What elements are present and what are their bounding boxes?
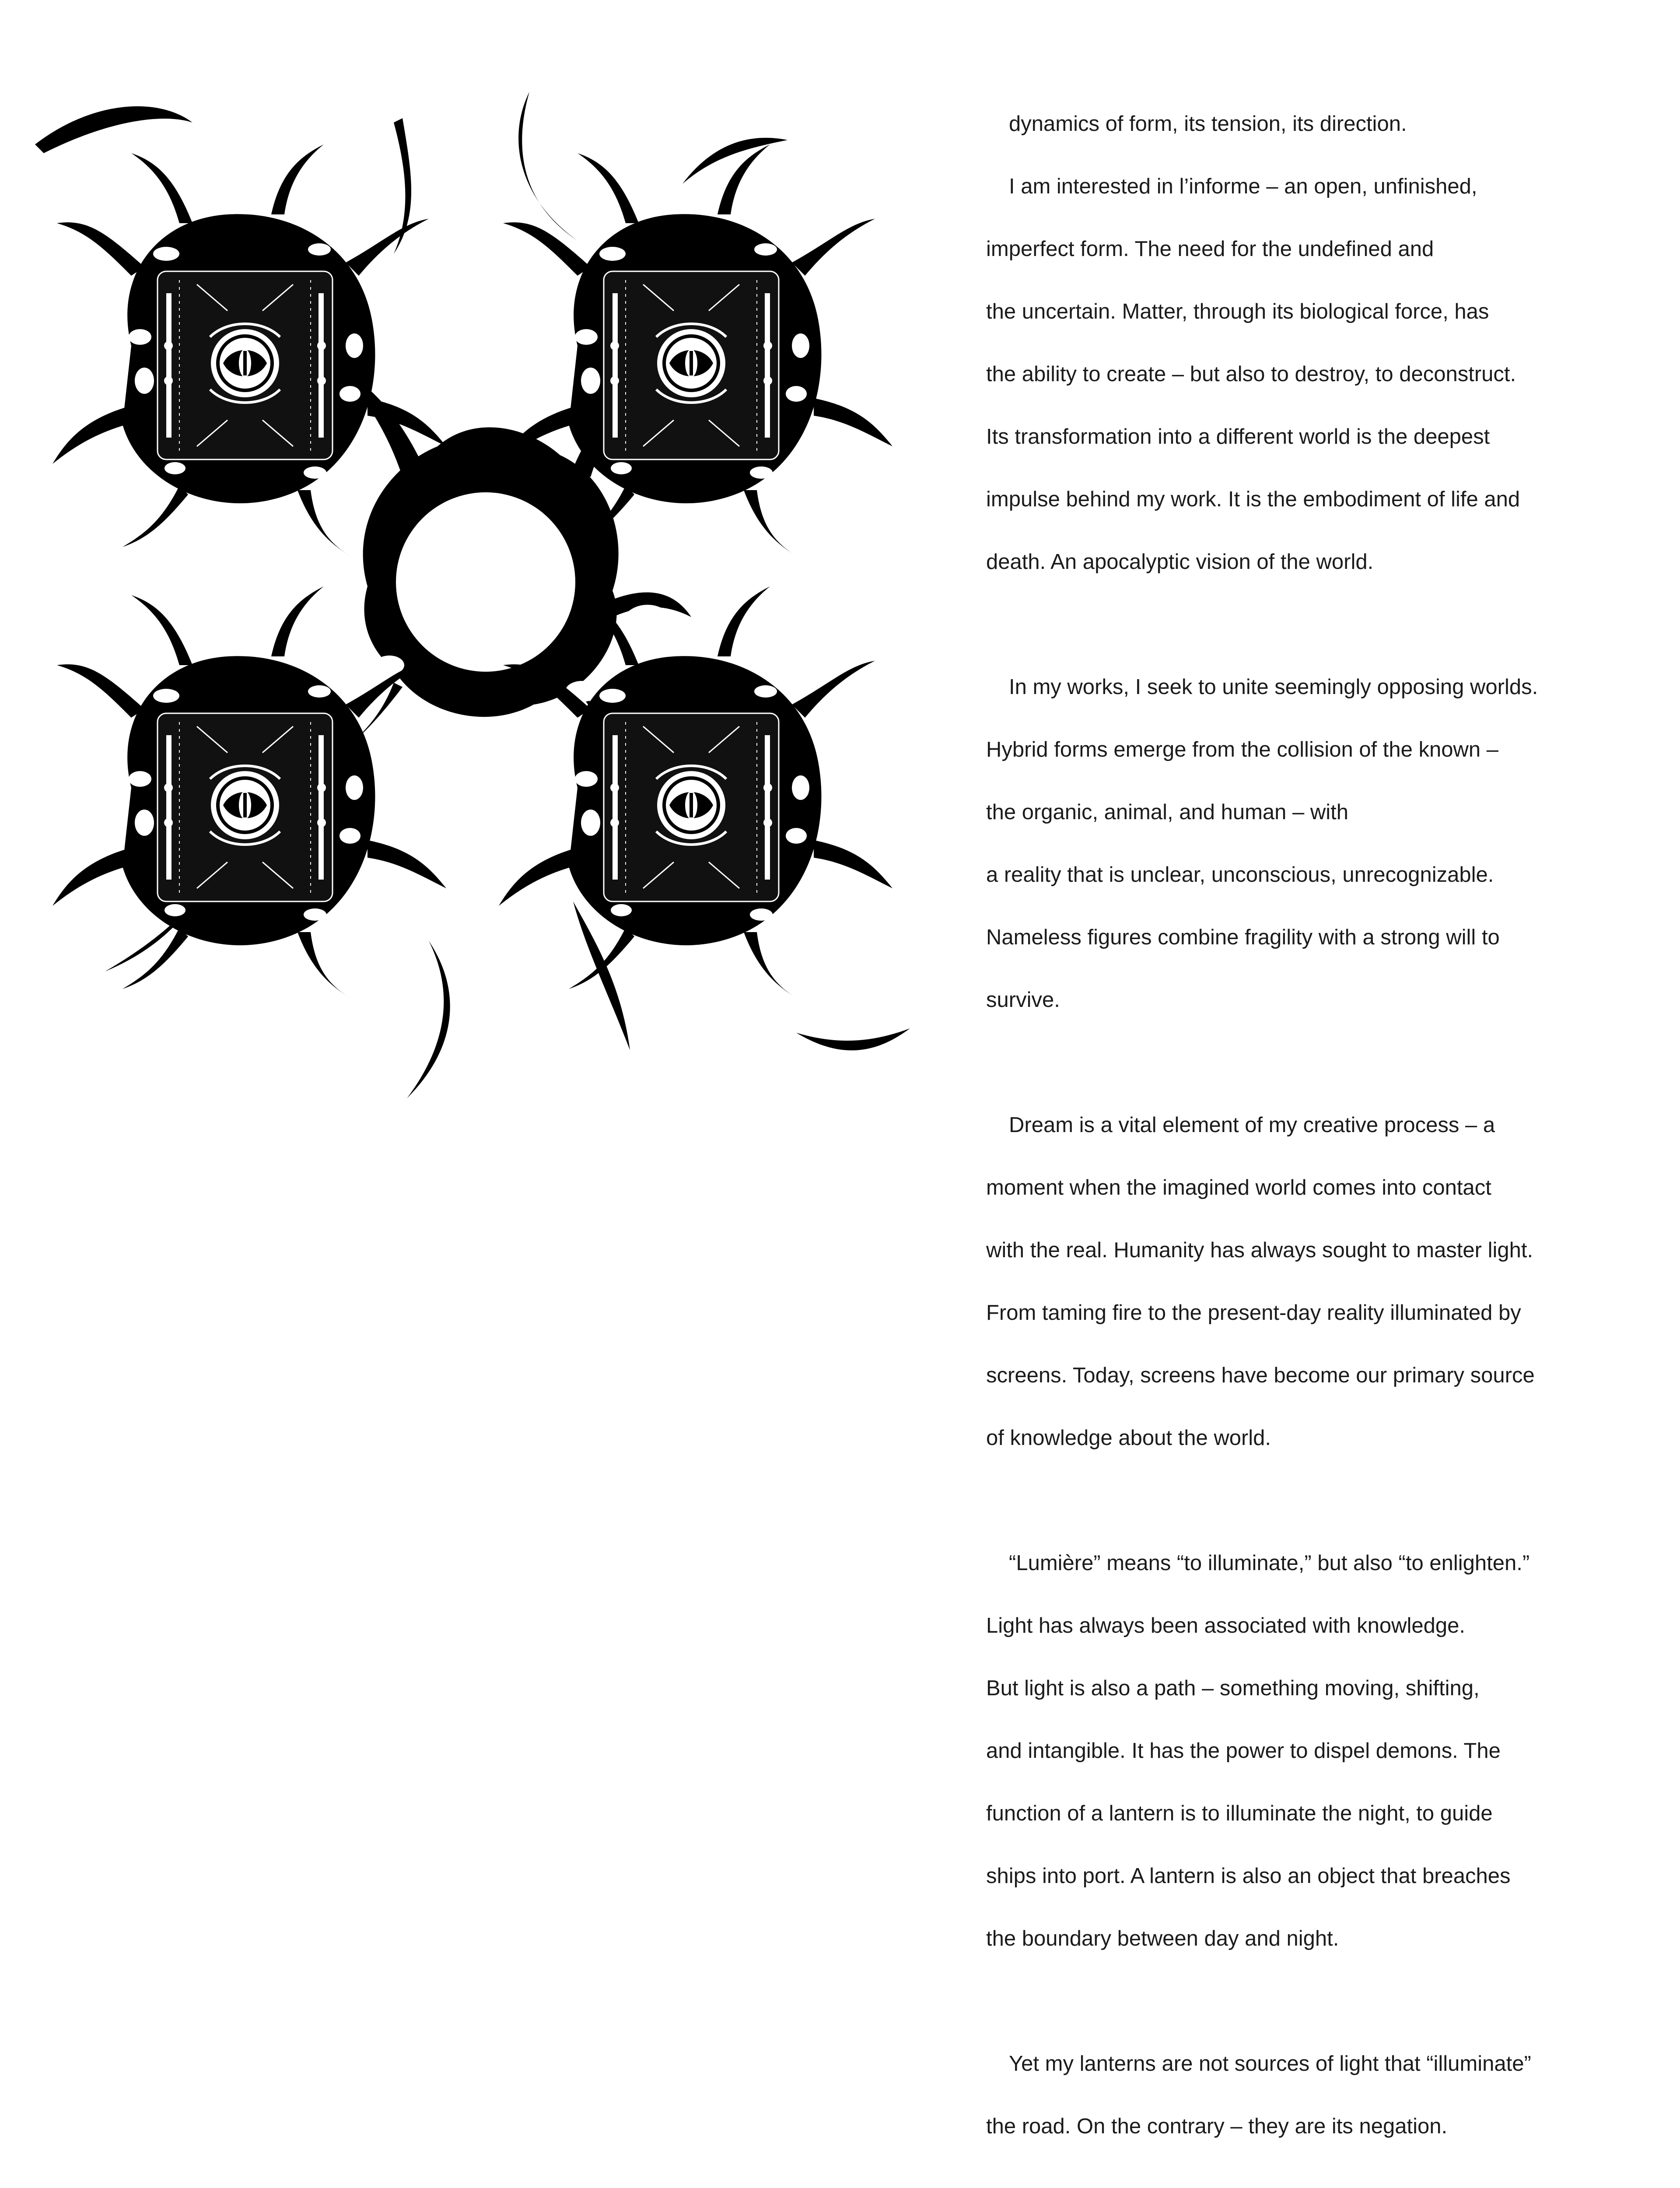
essay-paragraph bbox=[986, 1078, 1642, 1485]
text-line: Its transformation into a different world is the deepest bbox=[986, 424, 1490, 449]
essay-paragraph bbox=[986, 640, 1642, 1047]
tendril bbox=[796, 1028, 910, 1050]
text-line: moment when the imagined world comes into contact bbox=[986, 1175, 1491, 1199]
text-line: the road. On the contrary – they are its negation. bbox=[986, 2114, 1448, 2138]
text-line: In my works, I seek to unite seemingly opposing worlds. bbox=[1009, 675, 1538, 699]
text-line: impulse behind my work. It is the embodiment of life and bbox=[986, 487, 1520, 511]
text-line: the uncertain. Matter, through its biological force, has bbox=[986, 299, 1489, 323]
text-line: imperfect form. The need for the undefined and bbox=[986, 237, 1434, 261]
text-line: Light has always been associated with knowledge. bbox=[986, 1613, 1466, 1637]
text-line: death. An apocalyptic vision of the world. bbox=[986, 550, 1374, 574]
text-line: ships into port. A lantern is also an object that breaches bbox=[986, 1864, 1511, 1888]
text-line: Yet my lanterns are not sources of light that “illuminate” bbox=[1009, 2051, 1531, 2076]
essay-paragraph bbox=[986, 2017, 1642, 2174]
text-line: Hybrid forms emerge from the collision of the known – bbox=[986, 737, 1499, 761]
text-line: survive. bbox=[986, 988, 1060, 1012]
text-line: a reality that is unclear, unconscious, unrecognizable. bbox=[986, 863, 1494, 887]
center-circle bbox=[396, 492, 575, 672]
text-line: I am interested in l’informe – an open, unfinished, bbox=[1009, 174, 1477, 198]
text-line: the organic, animal, and human – with bbox=[986, 800, 1349, 824]
text-line: the boundary between day and night. bbox=[986, 1926, 1339, 1950]
essay-paragraph bbox=[986, 1516, 1642, 1986]
essay-text bbox=[986, 77, 1642, 2188]
text-line: Nameless figures combine fragility with a strong will to bbox=[986, 925, 1500, 949]
text-line: function of a lantern is to illuminate the night, to guide bbox=[986, 1801, 1493, 1825]
text-line: of knowledge about the world. bbox=[986, 1426, 1271, 1450]
text-line: the ability to create – but also to destroy, to deconstruct. bbox=[986, 362, 1516, 386]
text-line: and intangible. It has the power to dispel demons. The bbox=[986, 1739, 1501, 1763]
lantern-artwork bbox=[26, 83, 923, 1107]
text-line: But light is also a path – something moving, shifting, bbox=[986, 1676, 1480, 1700]
text-line: Dream is a vital element of my creative process – a bbox=[1009, 1113, 1495, 1137]
text-line: “Lumière” means “to illuminate,” but also “to enlighten.” bbox=[1009, 1551, 1530, 1575]
lantern-artwork-svg bbox=[26, 83, 923, 1107]
text-line: From taming fire to the present-day reality illuminated by bbox=[986, 1301, 1521, 1325]
tendril bbox=[35, 106, 192, 153]
text-line: dynamics of form, its tension, its direction. bbox=[1009, 112, 1407, 136]
tendril bbox=[407, 941, 450, 1098]
tendril bbox=[518, 92, 578, 241]
text-line: screens. Today, screens have become our primary source bbox=[986, 1363, 1535, 1387]
essay-paragraph bbox=[986, 77, 1642, 609]
text-line: with the real. Humanity has always sought to master light. bbox=[986, 1238, 1533, 1262]
